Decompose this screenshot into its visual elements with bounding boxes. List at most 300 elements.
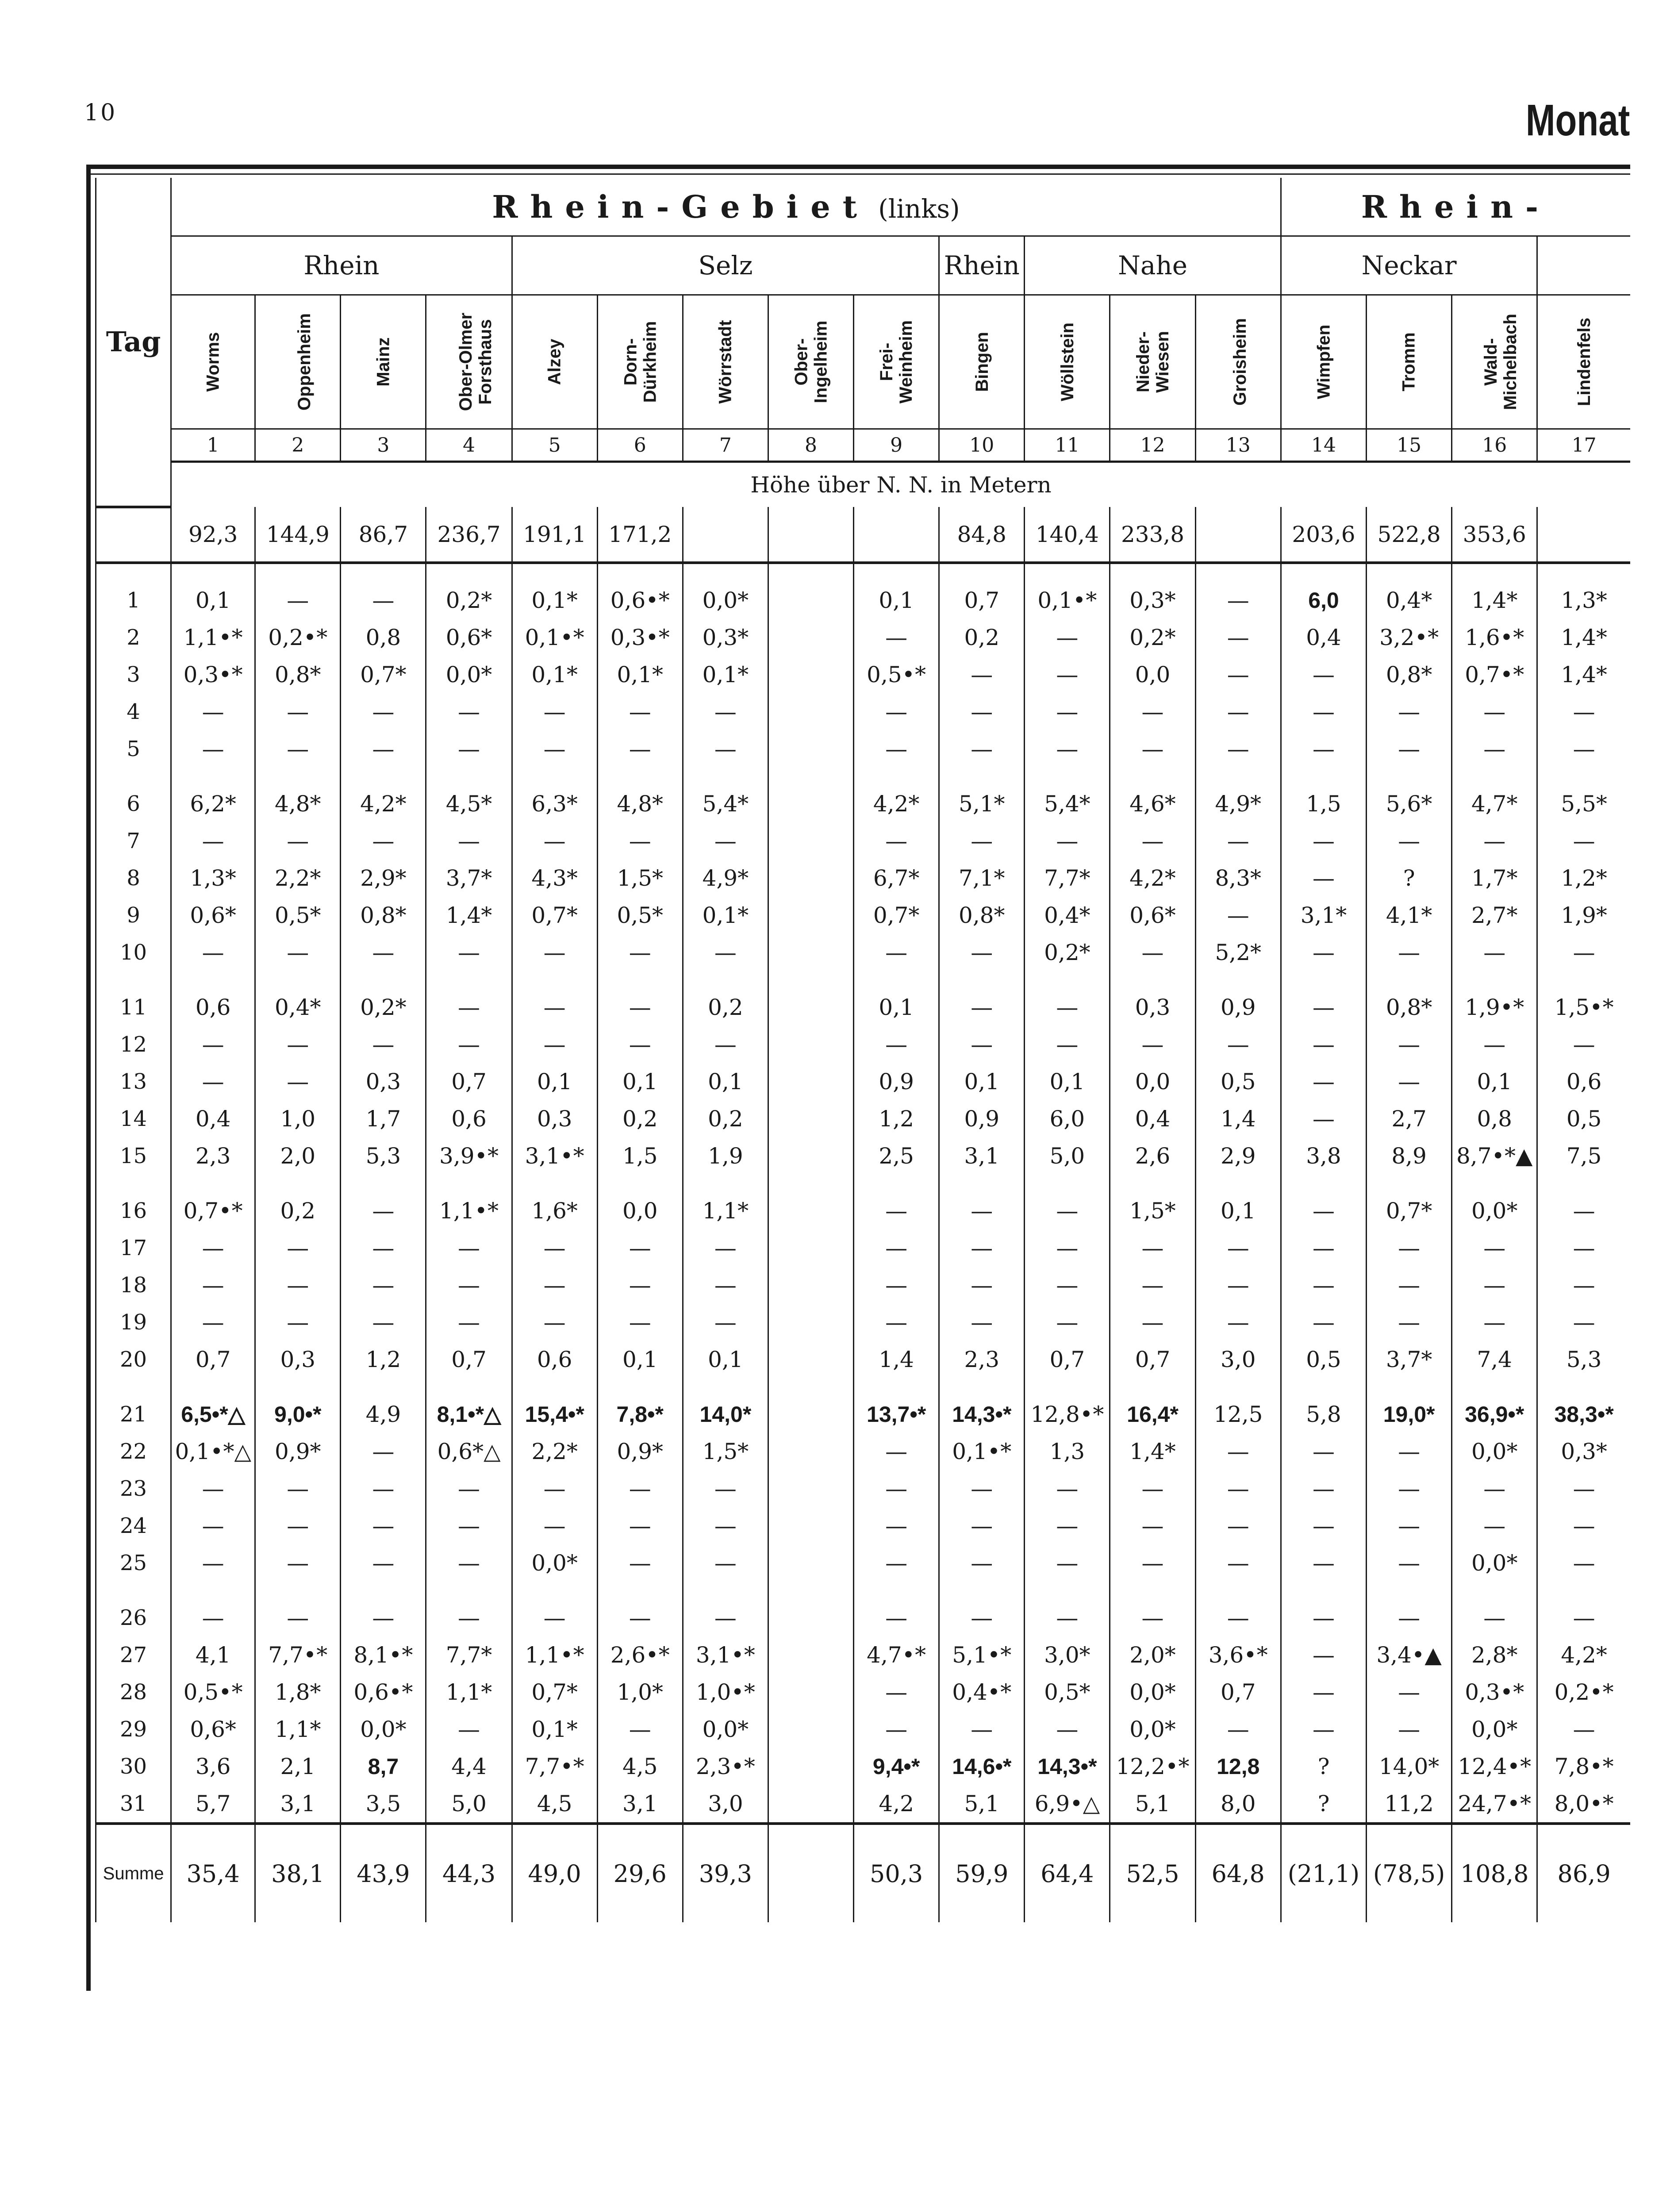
precip-value: 5,1•* [939, 1636, 1025, 1674]
precip-value: — [1537, 1470, 1630, 1507]
precip-value: — [1367, 1711, 1452, 1748]
precip-value: 2,3 [171, 1137, 255, 1175]
precip-value: 3,0 [1195, 1341, 1281, 1378]
precip-value: 0,1* [683, 656, 768, 693]
precip-value: — [1452, 1304, 1537, 1341]
precip-value: 3,6 [171, 1748, 255, 1785]
precip-value: — [1195, 656, 1281, 693]
precip-value: — [1367, 1304, 1452, 1341]
river-header: Rhein [171, 236, 512, 295]
precip-value: — [1110, 1229, 1195, 1267]
precip-value: — [426, 1267, 512, 1304]
precip-value: — [1537, 1544, 1630, 1582]
precip-value [768, 1470, 853, 1507]
precip-value: 0,0 [1110, 656, 1195, 693]
precip-value: — [255, 1582, 341, 1636]
precip-value: 0,3* [1537, 1433, 1630, 1470]
day-number: 13 [96, 1063, 171, 1100]
precip-value: — [854, 1470, 939, 1507]
day-number: 27 [96, 1636, 171, 1674]
precip-value: 24,7•* [1452, 1785, 1537, 1824]
precip-value: 0,8 [1452, 1100, 1537, 1137]
precip-value [768, 1507, 853, 1544]
precip-value: 6,0 [1025, 1100, 1110, 1137]
day-number: 9 [96, 897, 171, 934]
precip-value: 13,7•* [854, 1378, 939, 1433]
precip-value: 0,6* [426, 619, 512, 656]
precip-value: 0,0 [597, 1175, 683, 1229]
precip-value: 0,6* [171, 1711, 255, 1748]
precip-value: 7,1* [939, 860, 1025, 897]
day-number: 14 [96, 1100, 171, 1137]
precip-value: 0,1 [1452, 1063, 1537, 1100]
precip-value: 1,4 [854, 1341, 939, 1378]
station-height [1537, 507, 1630, 563]
precip-value: 1,5* [1110, 1175, 1195, 1229]
precip-value: — [512, 1267, 597, 1304]
region-group-header [1281, 178, 1630, 236]
precip-value: 0,3•* [597, 619, 683, 656]
precip-value: — [341, 1026, 426, 1063]
precip-value: 0,3 [512, 1100, 597, 1137]
precip-value: 2,5 [854, 1137, 939, 1175]
precip-value: 1,1* [683, 1175, 768, 1229]
precip-value: 0,5 [1195, 1063, 1281, 1100]
precip-value: — [683, 1267, 768, 1304]
precip-value: — [939, 1026, 1025, 1063]
day-number: 28 [96, 1674, 171, 1711]
precip-value [768, 1304, 853, 1341]
day-row [96, 1026, 1631, 1063]
precip-value: — [512, 971, 597, 1026]
precip-value: 2,9 [1195, 1137, 1281, 1175]
station-header [1537, 295, 1630, 429]
precip-value: 1,1•* [171, 619, 255, 656]
precip-value: 11,2 [1367, 1785, 1452, 1824]
precip-value: 2,3 [939, 1341, 1025, 1378]
precip-value: — [1452, 1470, 1537, 1507]
day-row [96, 1636, 1631, 1674]
precip-value: 38,3•* [1537, 1378, 1630, 1433]
station-number: 16 [1452, 429, 1537, 462]
precip-value: — [597, 822, 683, 860]
precip-value: — [939, 1175, 1025, 1229]
precip-value: 0,2•* [255, 619, 341, 656]
station-name: Bingen [972, 332, 992, 392]
precip-value: — [426, 730, 512, 768]
precip-value: 0,8 [341, 619, 426, 656]
precip-value: — [255, 1507, 341, 1544]
precip-value: 0,4* [1025, 897, 1110, 934]
precip-value: 0,3•* [171, 656, 255, 693]
precip-value: 4,2* [1537, 1636, 1630, 1674]
precip-value: 9,4•* [854, 1748, 939, 1785]
precip-value: 19,0* [1367, 1378, 1452, 1433]
precip-value: — [1110, 822, 1195, 860]
precip-value: — [512, 1229, 597, 1267]
precip-value: 7,8•* [597, 1378, 683, 1433]
precip-value: — [171, 1470, 255, 1507]
river-header: Nahe [1025, 236, 1281, 295]
precip-value: — [597, 1711, 683, 1748]
precip-value: — [597, 1267, 683, 1304]
precip-value: 3,7* [1367, 1341, 1452, 1378]
precip-value: 1,5 [1281, 768, 1366, 822]
precip-value: 1,4* [1537, 619, 1630, 656]
precip-value: 0,3 [341, 1063, 426, 1100]
precip-value: 0,5•* [171, 1674, 255, 1711]
precip-value: 0,9* [255, 1433, 341, 1470]
day-row [96, 1785, 1631, 1824]
precip-value [768, 971, 853, 1026]
frame-top-rule [86, 165, 1630, 169]
station-height: 353,6 [1452, 507, 1537, 563]
precip-value [768, 822, 853, 860]
station-number: 12 [1110, 429, 1195, 462]
precip-value: 12,8•* [1025, 1378, 1110, 1433]
precip-value [768, 1636, 853, 1674]
precip-value: 5,5* [1537, 768, 1630, 822]
precip-value: 0,1 [1195, 1175, 1281, 1229]
precip-value: 4,7* [1452, 768, 1537, 822]
precip-value: — [939, 693, 1025, 730]
precip-value: 4,4 [426, 1748, 512, 1785]
precip-value: — [1195, 1267, 1281, 1304]
precip-value: — [1195, 1582, 1281, 1636]
precip-value: — [255, 730, 341, 768]
precip-value: — [1281, 730, 1366, 768]
precip-value: — [1281, 1175, 1366, 1229]
precip-value: — [1537, 1229, 1630, 1267]
precip-value: 0,1 [171, 563, 255, 619]
sum-value: 108,8 [1452, 1824, 1537, 1922]
precip-value: — [426, 1470, 512, 1507]
station-number: 7 [683, 429, 768, 462]
precip-value: 0,1 [854, 563, 939, 619]
precip-value: — [1281, 1433, 1366, 1470]
precip-value: 1,2 [341, 1341, 426, 1378]
precip-value: 0,1 [512, 1063, 597, 1100]
precip-value: — [1452, 1229, 1537, 1267]
precip-value: — [1025, 1267, 1110, 1304]
precip-value: 0,0* [1110, 1711, 1195, 1748]
station-name: Nieder- Wiesen [1133, 331, 1172, 393]
precip-value: 5,1* [939, 768, 1025, 822]
precip-value: 0,1* [512, 656, 597, 693]
precip-value: 6,2* [171, 768, 255, 822]
precip-value: — [341, 1229, 426, 1267]
precip-value: 1,6* [512, 1175, 597, 1229]
precip-value [768, 619, 853, 656]
precip-value: 1,4 [1195, 1100, 1281, 1137]
precip-value: 1,5* [597, 860, 683, 897]
precip-value: — [854, 1304, 939, 1341]
precip-value: — [1367, 1470, 1452, 1507]
precip-value: 0,7 [426, 1341, 512, 1378]
precip-value: 2,6•* [597, 1636, 683, 1674]
precip-value: 0,0* [426, 656, 512, 693]
precip-value: — [1281, 822, 1366, 860]
precip-value: 1,7* [1452, 860, 1537, 897]
station-height: 233,8 [1110, 507, 1195, 563]
precip-value: 0,7* [512, 1674, 597, 1711]
precip-value: 3,8 [1281, 1137, 1366, 1175]
precip-value: — [255, 693, 341, 730]
precip-value: 2,7 [1367, 1100, 1452, 1137]
precip-value: — [1367, 1582, 1452, 1636]
precip-value: 1,1* [255, 1711, 341, 1748]
station-height: 144,9 [255, 507, 341, 563]
precip-value: 0,8* [939, 897, 1025, 934]
day-row [96, 1378, 1631, 1433]
precip-value: 0,2 [939, 619, 1025, 656]
precip-value: — [683, 822, 768, 860]
precip-value: — [597, 1229, 683, 1267]
station-number: 10 [939, 429, 1025, 462]
day-row [96, 1544, 1631, 1582]
precip-value: 14,0* [1367, 1748, 1452, 1785]
precip-value: — [597, 693, 683, 730]
precip-value: — [939, 1582, 1025, 1636]
station-number: 14 [1281, 429, 1366, 462]
precip-value: — [341, 1304, 426, 1341]
day-number: 25 [96, 1544, 171, 1582]
day-row [96, 1582, 1631, 1636]
precip-value [768, 563, 853, 619]
precip-value: ? [1281, 1785, 1366, 1824]
precip-value: — [1195, 1711, 1281, 1748]
station-name: Tromm [1399, 332, 1419, 392]
day-number: 7 [96, 822, 171, 860]
precip-value: — [512, 730, 597, 768]
sum-value [768, 1824, 853, 1922]
precip-value: 0,9* [597, 1433, 683, 1470]
precip-value [768, 1100, 853, 1137]
precip-value: — [1281, 1063, 1366, 1100]
day-number: 30 [96, 1748, 171, 1785]
precip-value: — [1195, 619, 1281, 656]
precip-value: — [1195, 730, 1281, 768]
station-height [683, 507, 768, 563]
precip-value: 0,1* [512, 563, 597, 619]
precip-value: 1,1•* [512, 1636, 597, 1674]
precip-value: 4,1 [171, 1636, 255, 1674]
precip-value: — [939, 822, 1025, 860]
day-number: 12 [96, 1026, 171, 1063]
precip-value: — [1452, 1507, 1537, 1544]
station-name: Ober- Ingelheim [791, 320, 831, 403]
precip-value [768, 897, 853, 934]
precip-value: 1,4* [1537, 656, 1630, 693]
sum-value: 86,9 [1537, 1824, 1630, 1922]
precip-value: — [426, 1304, 512, 1341]
station-height: 191,1 [512, 507, 597, 563]
precip-value: ? [1281, 1748, 1366, 1785]
precip-value: — [255, 1267, 341, 1304]
precip-value: — [1025, 822, 1110, 860]
precip-value: — [1452, 1267, 1537, 1304]
precip-value: — [1025, 1582, 1110, 1636]
precip-value: — [1281, 1026, 1366, 1063]
precip-value: — [597, 971, 683, 1026]
station-header [939, 295, 1025, 429]
precip-value: — [1025, 1544, 1110, 1582]
precip-value: 1,0 [255, 1100, 341, 1137]
day-number: 31 [96, 1785, 171, 1824]
station-header [597, 295, 683, 429]
precip-value: — [854, 1507, 939, 1544]
precip-value: — [1281, 1267, 1366, 1304]
precip-value: 6,5•*△ [171, 1378, 255, 1433]
precip-value: — [854, 693, 939, 730]
precip-value: 0,5* [597, 897, 683, 934]
precip-value: 0,4 [171, 1100, 255, 1137]
precip-value: — [1110, 1470, 1195, 1507]
precip-value: 4,2 [854, 1785, 939, 1824]
precip-value: 0,2* [426, 563, 512, 619]
precip-value: 14,6•* [939, 1748, 1025, 1785]
precip-value: — [171, 1267, 255, 1304]
precip-value: — [854, 1582, 939, 1636]
day-number: 15 [96, 1137, 171, 1175]
day-row [96, 1175, 1631, 1229]
station-header [1281, 295, 1366, 429]
day-number: 2 [96, 619, 171, 656]
precip-value: 0,1•*△ [171, 1433, 255, 1470]
precip-value: — [939, 934, 1025, 971]
precip-value: — [1195, 822, 1281, 860]
precip-value: — [171, 730, 255, 768]
precip-value: — [255, 1026, 341, 1063]
precip-value: — [1195, 1304, 1281, 1341]
precip-value: 0,7* [1367, 1175, 1452, 1229]
precip-value: 2,0* [1110, 1636, 1195, 1674]
precip-value: — [854, 619, 939, 656]
precip-value: 0,1•* [512, 619, 597, 656]
precip-value: — [683, 1544, 768, 1582]
precip-value: 0,0* [683, 1711, 768, 1748]
day-row [96, 768, 1631, 822]
station-header [1367, 295, 1452, 429]
precip-value [768, 1748, 853, 1785]
precip-value: 0,2* [341, 971, 426, 1026]
precip-value: — [512, 693, 597, 730]
river-header: Selz [512, 236, 939, 295]
precip-value: 0,1* [683, 897, 768, 934]
sum-value: 44,3 [426, 1824, 512, 1922]
sum-value: 29,6 [597, 1824, 683, 1922]
precip-value: — [1281, 1470, 1366, 1507]
precip-value: — [1025, 1026, 1110, 1063]
sum-label: Summe [96, 1824, 171, 1922]
station-name: Mainz [373, 337, 393, 387]
precip-value: — [1537, 934, 1630, 971]
precip-value: 0,4•* [939, 1674, 1025, 1711]
precip-value: — [1537, 1304, 1630, 1341]
precip-value: 7,7* [1025, 860, 1110, 897]
river-header: Rhein [939, 236, 1025, 295]
precip-value: 0,3* [683, 619, 768, 656]
station-header [1452, 295, 1537, 429]
station-name: Wimpfen [1313, 324, 1333, 399]
precip-value: 5,8 [1281, 1378, 1366, 1433]
day-row [96, 1229, 1631, 1267]
precip-value: — [1537, 693, 1630, 730]
precip-value: — [171, 1544, 255, 1582]
precip-value: — [1281, 1674, 1366, 1711]
sum-value: 50,3 [854, 1824, 939, 1922]
day-row [96, 822, 1631, 860]
precip-value: 6,3* [512, 768, 597, 822]
precip-value: 14,0* [683, 1378, 768, 1433]
day-number: 20 [96, 1341, 171, 1378]
precip-value: 1,5 [597, 1137, 683, 1175]
day-number: 17 [96, 1229, 171, 1267]
precip-value: 1,2* [1537, 860, 1630, 897]
precip-value: 8,9 [1367, 1137, 1452, 1175]
precip-value [768, 1026, 853, 1063]
precip-value: 3,4•▲ [1367, 1636, 1452, 1674]
precip-value: 7,7•* [512, 1748, 597, 1785]
precip-value: 0,4* [1367, 563, 1452, 619]
precip-value: — [1281, 1304, 1366, 1341]
precip-value: 2,2* [255, 860, 341, 897]
precip-value: — [1281, 934, 1366, 971]
precip-value: — [597, 1507, 683, 1544]
day-row [96, 1674, 1631, 1711]
precip-value: — [939, 656, 1025, 693]
precip-value: 2,1 [255, 1748, 341, 1785]
day-number: 11 [96, 971, 171, 1026]
precip-value: — [854, 1175, 939, 1229]
precip-value: 14,3•* [1025, 1748, 1110, 1785]
precip-value: — [1281, 1100, 1366, 1137]
precip-value: — [426, 1229, 512, 1267]
precip-value [768, 934, 853, 971]
precip-value: 4,2* [1110, 860, 1195, 897]
station-number: 6 [597, 429, 683, 462]
precip-value: — [426, 1507, 512, 1544]
precip-value: — [341, 1470, 426, 1507]
precip-value: 12,4•* [1452, 1748, 1537, 1785]
precip-value: 0,1* [512, 1711, 597, 1748]
precip-value [768, 1063, 853, 1100]
sum-value: 38,1 [255, 1824, 341, 1922]
precip-value: 0,2•* [1537, 1674, 1630, 1711]
precip-value: — [1025, 1229, 1110, 1267]
precip-value: — [255, 563, 341, 619]
precip-value: — [1537, 730, 1630, 768]
precip-value: 5,0 [1025, 1137, 1110, 1175]
precip-value: 1,7 [341, 1100, 426, 1137]
precip-value: — [426, 1026, 512, 1063]
precip-value: — [854, 1711, 939, 1748]
precip-value: — [426, 1582, 512, 1636]
precip-value: 4,6* [1110, 768, 1195, 822]
station-name: Frei- Weinheim [877, 320, 916, 404]
precip-value: — [1537, 1026, 1630, 1063]
precip-value: — [171, 1304, 255, 1341]
station-number: 5 [512, 429, 597, 462]
precip-value: 1,4* [1110, 1433, 1195, 1470]
day-number: 21 [96, 1378, 171, 1433]
day-row [96, 934, 1631, 971]
precip-value: 4,2* [854, 768, 939, 822]
precip-value: 0,7 [1195, 1674, 1281, 1711]
precip-value: 0,0* [1452, 1711, 1537, 1748]
precip-value: 0,3 [255, 1341, 341, 1378]
height-label: Höhe über N. N. in Metern [171, 462, 1630, 507]
